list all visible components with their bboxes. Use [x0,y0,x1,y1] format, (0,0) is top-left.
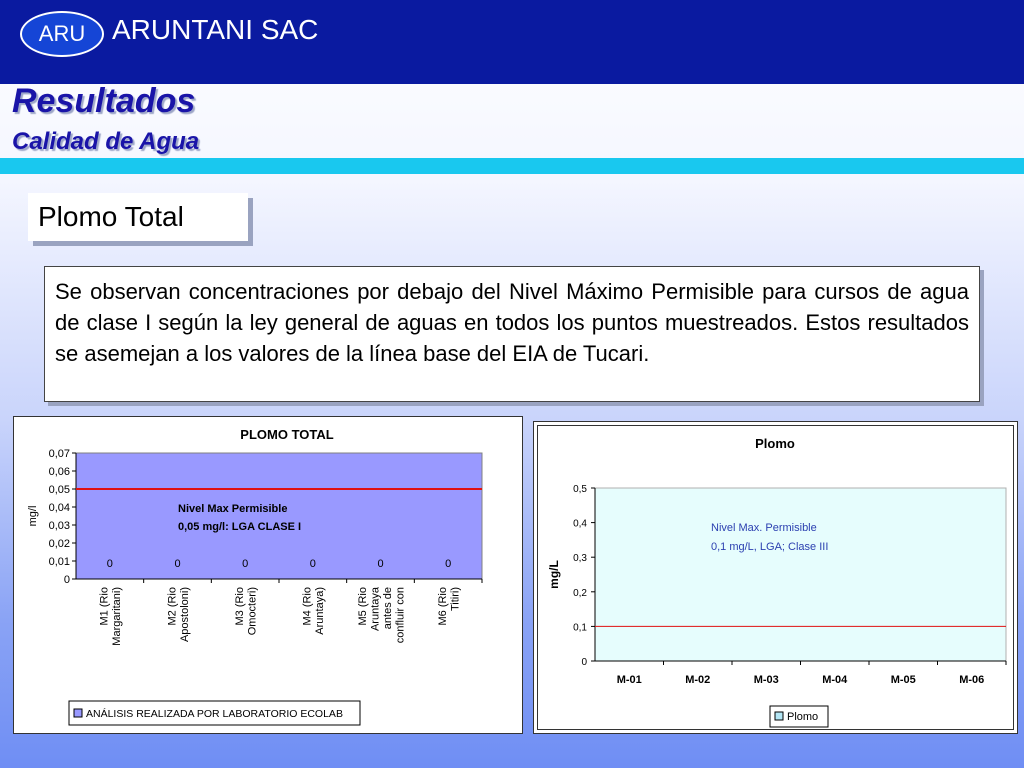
plot-area [595,488,1006,661]
accent-bar [0,158,1024,174]
x-tick-label: M-06 [959,674,985,686]
x-tick-label-line: Omocteri) [246,587,259,636]
y-tick-label: 0,07 [48,448,70,460]
chart-plomo-total-svg [14,417,522,733]
y-tick-label: 0,06 [48,466,70,478]
legend-label: Plomo [787,711,819,723]
data-label: 0 [242,558,249,570]
x-tick-label [437,587,462,626]
x-tick-label-line: M2 (Rio [166,587,179,626]
y-axis-label: mg/l [27,505,39,527]
x-tick-label-line: M3 (Rio [233,587,246,626]
chart-title: PLOMO TOTAL [240,427,334,442]
limit-line-label: 0,05 mg/l: LGA CLASE I [178,521,302,533]
y-tick-label: 0,4 [573,518,587,530]
x-tick-label-line: Aruntaya [369,587,382,632]
chart-plomo-svg [538,426,1013,729]
legend-swatch [775,712,783,720]
x-tick-label-line: M4 (Rio [301,587,314,626]
y-tick-label: 0 [63,574,70,586]
data-label: 0 [377,558,384,570]
x-tick-label-line: Margaritani) [111,587,124,646]
y-tick-label: 0,02 [48,538,70,550]
x-tick-label-line: Apostoloni) [178,587,191,643]
data-label: 0 [309,558,316,570]
data-label: 0 [445,558,452,570]
x-tick-label [234,587,259,635]
limit-line-label: 0,1 mg/L, LGA; Clase III [711,541,829,553]
y-tick-label: 0 [581,657,587,668]
y-tick-label: 0,01 [48,556,70,568]
chart-plomo-total [13,416,523,734]
chart-title: Plomo [755,436,795,451]
data-label: 0 [174,558,181,570]
chart-plomo-frame [537,425,1014,730]
logo-text: ARU [38,21,86,46]
x-tick-label: M-04 [822,674,848,686]
x-tick-label-line: M5 (Rio [356,587,369,626]
legend-label: ANÁLISIS REALIZADA POR LABORATORIO ECOLAB [86,708,343,720]
limit-line-label: Nivel Max Permisible [178,503,288,515]
x-tick-label [166,587,191,642]
company-logo [20,11,104,57]
y-tick-label: 0,05 [48,484,70,496]
x-tick-label: M-03 [753,674,779,686]
x-tick-label-line: antes de [381,587,394,630]
slide-title: Resultados [12,82,196,120]
chart-plomo [533,421,1018,734]
description-box: Se observan concentraciones por debajo del Nivel Máximo Permisible para cursos de agua de clase I según la ley general de aguas en todos los puntos muestreados. Estos resultados se asemejan a los valores de la línea base del EIA de Tucari. [44,266,980,402]
y-tick-label: 0,5 [573,484,587,495]
limit-line-label: Nivel Max. Permisible [711,522,817,534]
data-label: 0 [106,558,113,570]
x-tick-label [357,586,407,643]
y-axis-label: mg/L [547,560,561,589]
x-tick-label [302,587,327,635]
y-tick-label: 0,2 [573,587,587,599]
slide-subtitle: Calidad de Agua [12,128,200,155]
x-tick-label-line: M1 (Rio [98,587,111,626]
y-tick-label: 0,1 [573,622,587,634]
section-label: Plomo Total [28,193,248,241]
x-tick-label-line: confluir con [394,587,407,644]
legend-swatch [74,709,82,717]
x-tick-label-line: Titiri) [449,587,462,612]
header-bar [0,0,1024,84]
y-tick-label: 0,04 [48,502,70,514]
x-tick-label [99,587,124,646]
x-tick-label-line: Aruntaya) [314,587,327,635]
y-tick-label: 0,3 [573,553,587,565]
company-name: ARUNTANI SAC [112,14,319,45]
x-tick-label-line: M6 (Rio [436,587,449,626]
x-tick-label: M-02 [685,674,711,686]
plot-area [76,453,482,579]
y-tick-label: 0,03 [48,520,70,532]
x-tick-label: M-01 [616,674,642,686]
x-tick-label: M-05 [890,674,916,686]
